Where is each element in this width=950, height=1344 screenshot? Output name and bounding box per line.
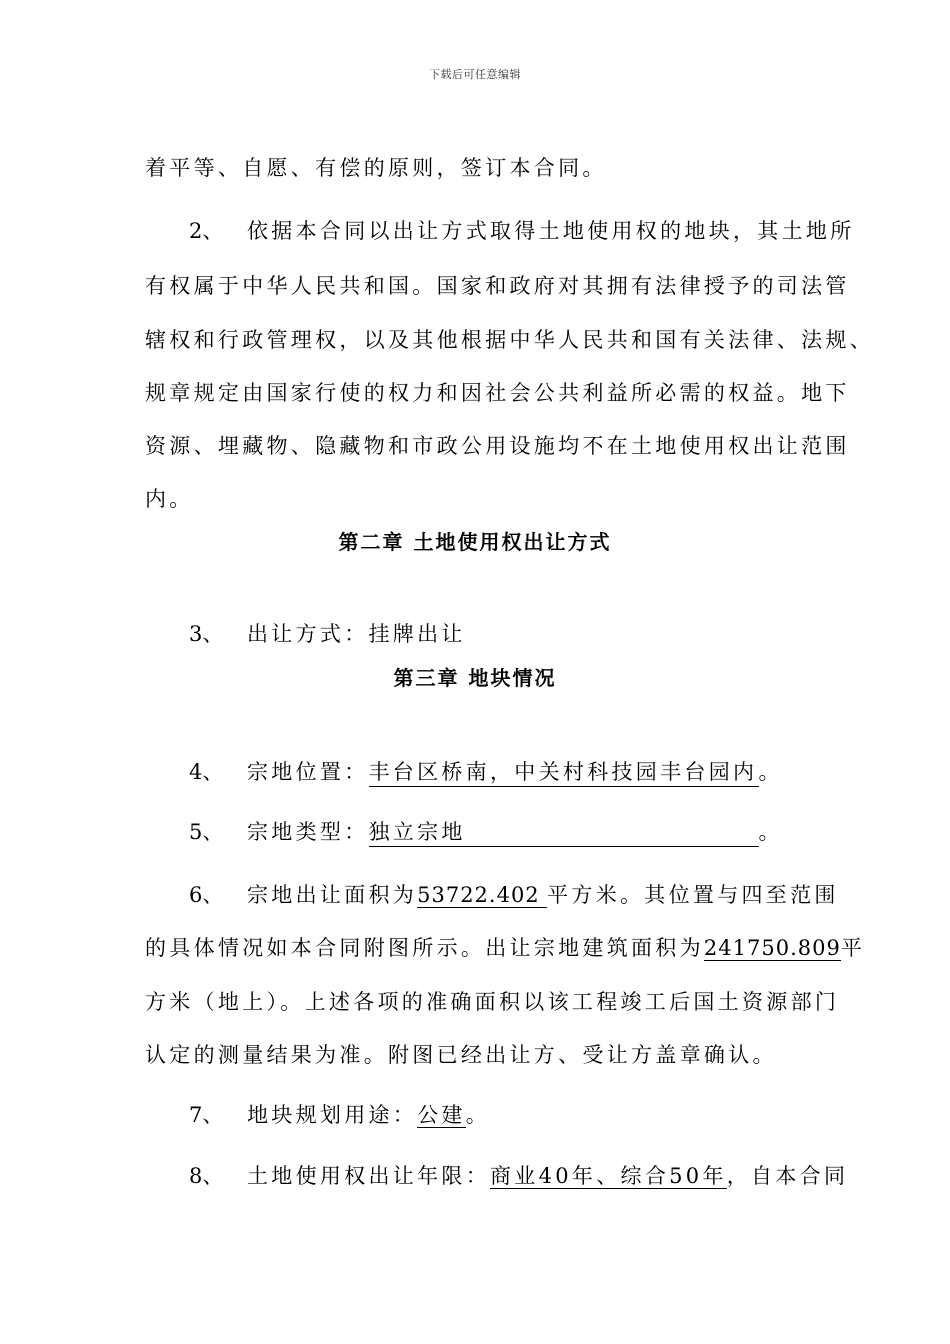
- clause-4: [189, 756, 783, 787]
- clause-text: 平: [840, 936, 866, 960]
- clause-number: 7、: [189, 1103, 224, 1127]
- paragraph-text: 着平等、自愿、有偿的原则，签订本合同。: [145, 156, 607, 180]
- clause-label: 宗地位置：: [247, 760, 369, 784]
- clause-text: 的具体情况如本合同附图所示。出让宗地建筑面积为: [145, 936, 704, 960]
- clause-number: 3、: [189, 622, 224, 646]
- clause-number: 4、: [189, 760, 224, 784]
- clause-text: 平方米。其位置与四至范围: [547, 883, 839, 907]
- clause-text: 依据本合同以出让方式取得土地使用权的地块，其土地所: [247, 219, 855, 243]
- chapter-3-heading: 第三章 地块情况: [393, 666, 557, 690]
- paragraph-continuation: [145, 152, 607, 182]
- clause-2-line-6: 内。: [145, 487, 194, 511]
- clause-5: [189, 816, 783, 847]
- clause-8: [189, 1160, 848, 1190]
- clause-2-line-2: 有权属于中华人民共和国。国家和政府对其拥有法律授予的司法管: [145, 274, 850, 298]
- clause-7: [189, 1099, 490, 1129]
- clause-text: 出让方式：挂牌出让: [247, 622, 466, 646]
- clause-number: 2、: [189, 219, 224, 243]
- land-type-value: 独立宗地: [369, 816, 759, 847]
- clause-6-line-4: 认定的测量结果为准。附图已经出让方、受让方盖章确认。: [145, 1043, 777, 1067]
- clause-2-line-4: 规章规定由国家行使的权力和因社会公共利益所必需的权益。地下: [145, 381, 850, 405]
- clause-text: 宗地出让面积为: [247, 883, 418, 907]
- clause-end: 。: [758, 760, 783, 784]
- clause-number: 5、: [189, 820, 224, 844]
- clause-3: [189, 618, 466, 648]
- page-header: 下载后可任意编辑: [429, 68, 521, 81]
- clause-number: 8、: [189, 1164, 224, 1188]
- building-area-value: 241750.809: [703, 936, 841, 960]
- clause-label: 土地使用权出让年限：: [247, 1164, 490, 1188]
- clause-end: ，自本合同: [726, 1164, 849, 1188]
- clause-6-line-2: [145, 932, 865, 962]
- clause-label: 地块规划用途：: [247, 1103, 418, 1127]
- clause-number: 6、: [189, 883, 224, 907]
- clause-2-line-3: 辖权和行政管理权，以及其他根据中华人民共和国有关法律、法规、: [145, 328, 874, 352]
- location-value: 丰台区桥南，中关村科技园丰台园内: [369, 756, 759, 787]
- clause-label: 宗地类型：: [247, 820, 369, 844]
- term-value: 商业40年、综合50年: [490, 1164, 727, 1188]
- clause-6-line-1: [189, 879, 839, 909]
- clause-end: 。: [758, 820, 783, 844]
- clause-2-line-5: 资源、埋藏物、隐藏物和市政公用设施均不在土地使用权出让范围: [145, 434, 850, 458]
- clause-6-line-3: 方米（地上）。上述各项的准确面积以该工程竣工后国土资源部门: [145, 990, 840, 1014]
- land-use-value: 公建: [417, 1103, 466, 1127]
- area-value: 53722.402: [417, 883, 547, 908]
- chapter-2-heading: 第二章 土地使用权出让方式: [338, 530, 612, 554]
- clause-2-line-1: [189, 215, 855, 245]
- clause-end: 。: [465, 1103, 491, 1127]
